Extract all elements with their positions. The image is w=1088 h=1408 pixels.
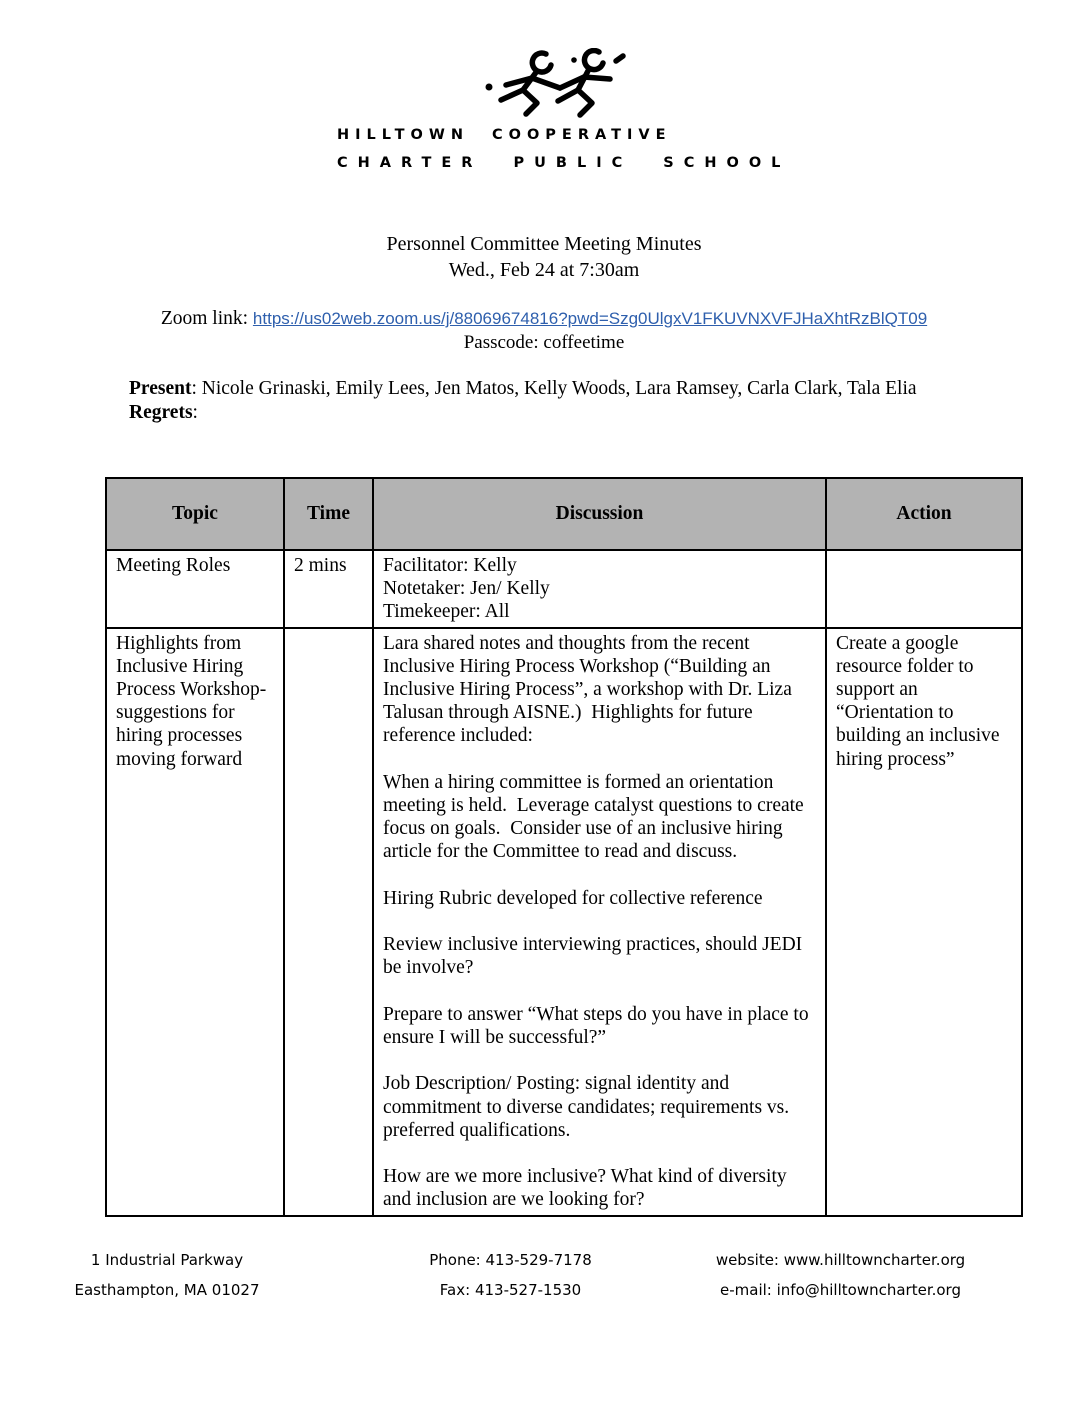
- action-cell: [826, 550, 1022, 628]
- footer-address-line2: Easthampton, MA 01027: [74, 1281, 260, 1299]
- footer-phone-fax: [388, 1245, 633, 1305]
- footer-contact: [688, 1245, 993, 1305]
- minutes-table: [105, 477, 1023, 1217]
- time-cell: 2 mins: [284, 550, 373, 628]
- regrets-names: :: [192, 402, 198, 423]
- topic-cell: Highlights from Inclusive Hiring Process Workshop-suggestions for hiring processes moving forward: [106, 628, 284, 1216]
- logo-text-line2: CHARTER PUBLIC SCHOOL: [337, 155, 791, 171]
- table-header-row: [106, 478, 1022, 550]
- meeting-datetime: Wed., Feb 24 at 7:30am: [448, 259, 640, 281]
- footer-email-line: e-mail: info@hilltowncharter.org: [720, 1281, 961, 1299]
- footer-fax-line: Fax: 413-527-1530: [439, 1281, 582, 1299]
- discussion-cell: Lara shared notes and thoughts from the recent Inclusive Hiring Process Workshop (“Building an Inclusive Hiring Process”, a workshop with Dr. Liza Talusan through AISNE.) Highlights for future reference included: When a hiring committee is formed an orientation meeting is held. Leverage catalyst questions to create focus on goals. Consider use of an inclusive hiring article for the Committee to read and discuss. Hiring Rubric developed for collective reference Review inclusive interviewing practices, should JEDI be involve? Prepare to answer “What steps do you have in place to ensure I will be successful?” Job Description/ Posting: signal identity and commitment to diverse candidates; requirements vs. preferred qualifications. How are we more inclusive? What kind of diversity and inclusion are we looking for?: [373, 628, 826, 1216]
- time-cell: [284, 628, 373, 1216]
- meeting-title: Personnel Committee Meeting Minutes: [386, 233, 702, 255]
- passcode-text: Passcode: coffeetime: [463, 332, 625, 353]
- table-row: [106, 628, 1022, 1216]
- table-row: [106, 550, 1022, 628]
- footer-website-line: website: www.hilltowncharter.org: [715, 1251, 966, 1269]
- document-title-block: [0, 231, 1088, 283]
- footer-address: [52, 1245, 282, 1305]
- regrets-label: Regrets: [129, 402, 193, 423]
- attendance-block: [129, 377, 962, 425]
- column-header-discussion: Discussion: [373, 478, 826, 550]
- present-names: : Nicole Grinaski, Emily Lees, Jen Matos, Kelly Woods, Lara Ramsey, Carla Clark, Tala Elia: [191, 378, 917, 399]
- present-label: Present: [129, 378, 192, 399]
- logo-text-line1: HILLTOWN COOPERATIVE: [337, 127, 672, 143]
- logo-text: [337, 127, 790, 171]
- column-header-time: Time: [284, 478, 373, 550]
- zoom-link-row: [0, 308, 1088, 330]
- zoom-link[interactable]: https://us02web.zoom.us/j/88069674816?pwd=Szg0UlgxV1FKUVNXVFJHaXhtRzBlQT09: [252, 309, 928, 328]
- zoom-link-label: Zoom link:: [160, 308, 253, 329]
- regrets-line: [129, 401, 962, 425]
- footer-phone-line: Phone: 413-529-7178: [429, 1251, 592, 1269]
- column-header-topic: Topic: [106, 478, 284, 550]
- discussion-cell: Facilitator: Kelly Notetaker: Jen/ Kelly Timekeeper: All: [373, 550, 826, 628]
- action-cell: Create a google resource folder to support an “Orientation to building an inclusive hiring process”: [826, 628, 1022, 1216]
- logo-figures-icon: [477, 48, 627, 122]
- present-line: [129, 377, 962, 401]
- footer-address-line1: 1 Industrial Parkway: [90, 1251, 244, 1269]
- column-header-action: Action: [826, 478, 1022, 550]
- topic-cell: Meeting Roles: [106, 550, 284, 628]
